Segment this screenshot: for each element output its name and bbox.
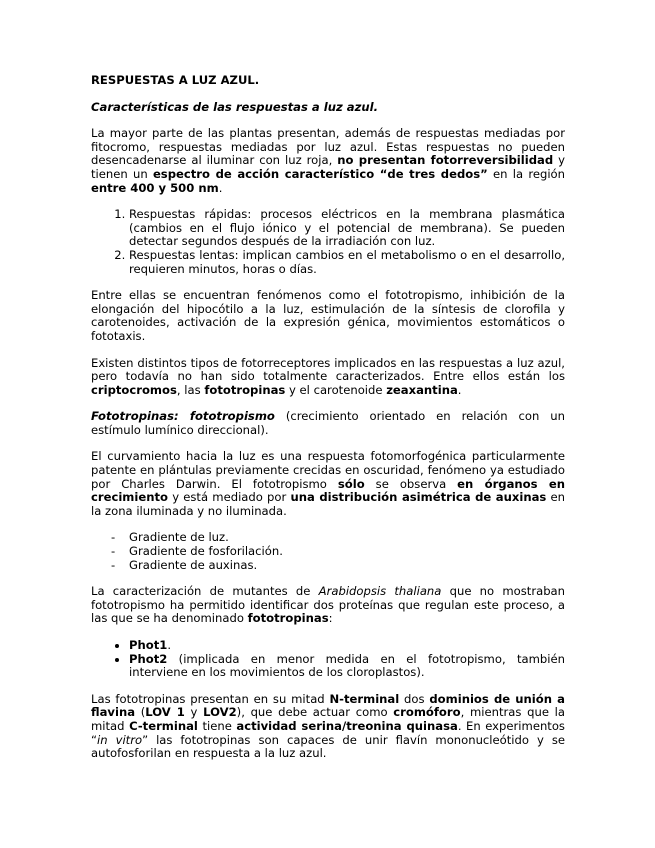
text: Existen distintos tipos de fotorreceptores implicados en las respuestas a luz azul, pero todavía no han sido totalmente caracterizados. Entre ellos están los <box>91 355 565 384</box>
list-item: 2. Respuestas lentas: implican cambios en el metabolismo o en el desarrollo, requieren minutos, horas o días. <box>129 249 565 276</box>
text: y tienen un <box>91 153 565 181</box>
bold-text: criptocromos <box>91 382 177 397</box>
paragraph-phenomena: Entre ellas se encuentran fenómenos como el fototropismo, inhibición de la elongación del hipocótilo a la luz, estimulación de la síntesis de clorofila y carotenoides, activación de la expresión génica, movimientos estomáticos o fototaxis. <box>91 288 565 343</box>
list-item: 1. Respuestas rápidas: procesos eléctricos en la membrana plasmática (cambios en el flujo iónico y el potencial de membrana). Se pueden detectar segundos después de la irradiación con luz. <box>129 208 565 249</box>
text: (implicada en menor medida en el fototropismo, también interviene en los movimientos de los cloroplastos). <box>129 651 565 680</box>
bold-text: LOV 1 <box>145 705 185 720</box>
response-types-list <box>91 208 565 276</box>
text: . <box>218 180 223 195</box>
bold-text: sólo <box>337 476 365 491</box>
text: Las fototropinas presentan en su mitad <box>91 691 330 706</box>
bold-text: cromóforo <box>393 705 461 720</box>
italic-text: Arabidopsis thaliana <box>318 584 442 599</box>
bold-text: N-terminal <box>329 691 400 706</box>
text: ( <box>135 705 146 720</box>
bold-text: fototropinas <box>204 382 286 397</box>
text: y <box>184 705 204 720</box>
text: El curvamiento hacia la luz es una respuesta fotomorfogénica particularmente patente en plántulas previamente crecidas en oscuridad, fenómeno ya estudiado por Charles Darwin. El fototropismo <box>91 449 565 491</box>
paragraph-domains <box>91 693 565 761</box>
text: La caracterización de mutantes de <box>91 584 319 599</box>
text: en la zona iluminada y no iluminada. <box>91 490 565 518</box>
list-item <box>129 639 565 653</box>
list-item <box>129 653 565 680</box>
text: : <box>328 611 333 626</box>
phot-list <box>91 639 565 680</box>
text: , las <box>176 382 205 397</box>
bold-text: dominios de unión a flavina <box>91 691 565 720</box>
bold-text: una distribución asimétrica de auxinas <box>290 490 547 505</box>
bold-text: C-terminal <box>129 718 198 733</box>
text: La mayor parte de las plantas presentan, además de respuestas mediadas por fitocromo, respuestas mediadas por luz azul. Estas respuestas no pueden desencadenarse al iluminar con luz roja, <box>91 126 565 168</box>
text: y está mediado por <box>167 490 291 505</box>
text: ” las fototropinas son capaces de unir flavín mononucleótido y se autofosforilan en respuesta a la luz azul. <box>91 732 565 761</box>
paragraph-mutants <box>91 585 565 626</box>
list-item: - Gradiente de fosforilación. <box>111 545 565 559</box>
bold-text: espectro de acción característico “de tres dedos” <box>152 166 488 181</box>
text: , mientras que la mitad <box>91 705 565 733</box>
bold-text: no presentan fotorreversibilidad <box>337 153 554 168</box>
bold-text: actividad serina/treonina quinasa <box>236 718 458 733</box>
list-item: - Gradiente de luz. <box>111 531 565 545</box>
list-item: - Gradiente de auxinas. <box>111 559 565 573</box>
text: ), que debe actuar como <box>236 705 394 720</box>
text: . <box>167 638 172 652</box>
bold-text: LOV2 <box>203 705 237 720</box>
text: se observa <box>364 476 458 491</box>
bold-text: zeaxantina <box>386 382 458 397</box>
text: en la región <box>487 166 565 181</box>
text: tiene <box>197 718 237 733</box>
text: . <box>457 382 462 397</box>
text: que no mostraban fototropismo ha permitido identificar dos proteínas que regulan este proceso, a las que se ha denominado <box>91 584 566 626</box>
paragraph-phototropins-heading <box>91 410 565 437</box>
text: . En experimentos “ <box>91 718 565 747</box>
text: dos <box>399 691 430 706</box>
document-title: RESPUESTAS A LUZ AZUL. <box>91 73 260 87</box>
section-subtitle: Características de las respuestas a luz azul. <box>91 99 379 114</box>
italic-text: in vitro <box>97 732 143 747</box>
bold-text: entre 400 y 500 nm <box>91 180 219 195</box>
bold-text: en órganos en crecimiento <box>91 476 565 505</box>
paragraph-curvature <box>91 450 565 518</box>
text: (crecimiento orientado en relación con un estímulo lumínico direccional). <box>91 409 565 437</box>
bold-text: fototropinas <box>247 611 329 626</box>
text: y el carotenoide <box>285 382 387 397</box>
bold-text: Phot1 <box>129 638 168 652</box>
paragraph-intro <box>91 127 565 195</box>
paragraph-photoreceptors <box>91 357 565 398</box>
bold-text: Phot2 <box>129 651 168 666</box>
gradient-list <box>91 531 565 572</box>
bold-italic-text: Fototropinas: fototropismo <box>91 409 275 424</box>
